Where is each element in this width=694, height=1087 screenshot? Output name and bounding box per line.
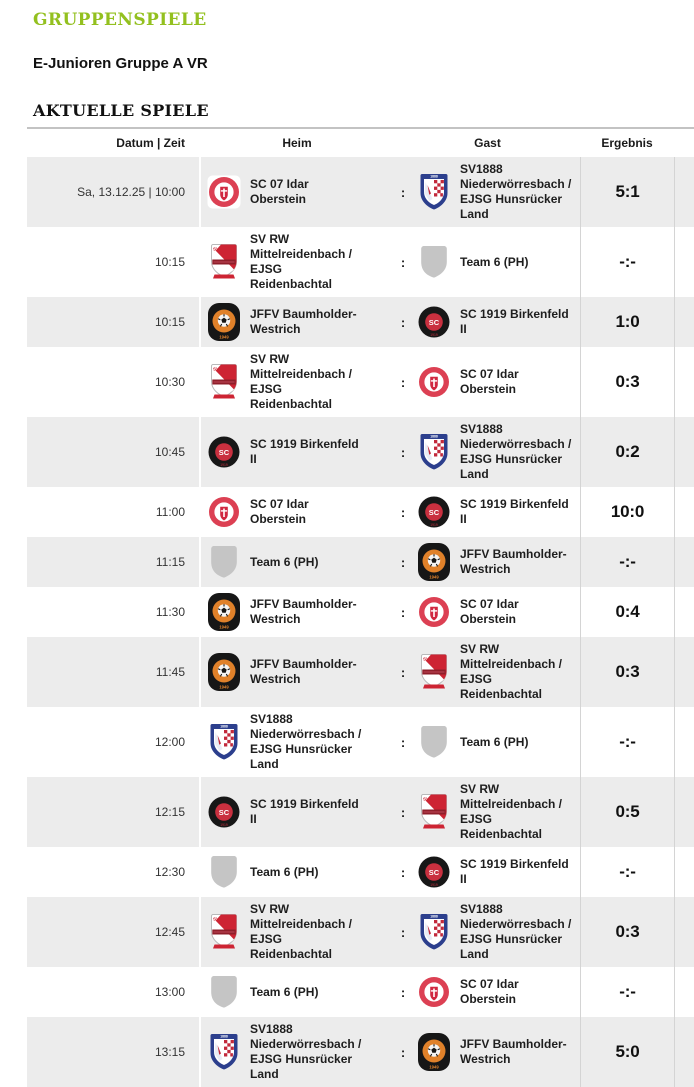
- placeholder-logo: [417, 242, 451, 282]
- row-side-cell: [674, 227, 694, 297]
- match-datetime: 12:30: [154, 865, 185, 879]
- match-result: -:-: [580, 847, 674, 897]
- group-name: E-Junioren Gruppe A VR: [33, 55, 208, 72]
- away-team-cell: [411, 707, 580, 777]
- sc07-idar-oberstein-logo: [417, 592, 451, 632]
- away-team-cell: [411, 487, 580, 537]
- match-datetime: 13:00: [154, 985, 185, 999]
- match-row[interactable]: [27, 847, 694, 897]
- row-side-cell: [674, 847, 694, 897]
- row-side-cell: [674, 297, 694, 347]
- home-team-name: JFFV Baumholder-Westrich: [250, 597, 357, 626]
- away-team-name: JFFV Baumholder-Westrich: [460, 1037, 567, 1066]
- row-side-cell: [674, 707, 694, 777]
- vs-colon: :: [400, 554, 406, 570]
- match-result: 0:2: [580, 417, 674, 487]
- vs-colon: :: [400, 254, 406, 270]
- sc07-idar-oberstein-logo: [417, 362, 451, 402]
- match-result: 0:3: [580, 347, 674, 417]
- home-team-cell: [199, 1017, 395, 1087]
- home-team-cell: [199, 897, 395, 967]
- sv-rw-mittelreidenbach-logo: [417, 652, 451, 692]
- row-side-cell: [674, 417, 694, 487]
- home-team-cell: [199, 587, 395, 637]
- away-team-cell: [411, 967, 580, 1017]
- sc1919-birkenfeld-logo: [417, 302, 451, 342]
- header-datetime: Datum | Zeit: [116, 136, 185, 150]
- row-side-cell: [674, 587, 694, 637]
- away-team-name: SV1888 Niederwörresbach / EJSG Hunsrücker Land: [460, 162, 572, 221]
- placeholder-logo: [417, 722, 451, 762]
- row-side-cell: [674, 897, 694, 967]
- home-team-name: SC 1919 Birkenfeld II: [250, 797, 359, 826]
- match-result: -:-: [580, 537, 674, 587]
- match-row[interactable]: [27, 297, 694, 347]
- home-team-name: SC 07 Idar Oberstein: [250, 497, 309, 526]
- jffv-baumholder-logo: [417, 1032, 451, 1072]
- away-team-cell: [411, 157, 580, 227]
- match-row[interactable]: [27, 587, 694, 637]
- away-team-cell: [411, 297, 580, 347]
- sv-rw-mittelreidenbach-logo: [207, 242, 241, 282]
- home-team-cell: [199, 967, 395, 1017]
- sv1888-niederwoerresbach-logo: [207, 1032, 241, 1072]
- header-away: Gast: [474, 136, 501, 150]
- away-team-cell: [411, 897, 580, 967]
- matches-table-header: [27, 129, 694, 157]
- match-datetime: 10:15: [154, 315, 185, 329]
- home-team-name: SV RW Mittelreidenbach / EJSG Reidenbachtal: [250, 232, 353, 291]
- home-team-name: Team 6 (PH): [250, 864, 319, 879]
- match-datetime: 12:00: [154, 735, 185, 749]
- away-team-name: SV RW Mittelreidenbach / EJSG Reidenbachtal: [460, 782, 563, 841]
- away-team-cell: [411, 777, 580, 847]
- match-datetime: 10:45: [154, 445, 185, 459]
- away-team-name: SC 07 Idar Oberstein: [460, 977, 519, 1006]
- row-side-cell: [674, 1017, 694, 1087]
- sv1888-niederwoerresbach-logo: [417, 912, 451, 952]
- away-team-name: Team 6 (PH): [460, 254, 529, 269]
- away-team-cell: [411, 537, 580, 587]
- sc1919-birkenfeld-logo: [417, 852, 451, 892]
- vs-colon: :: [400, 1044, 406, 1060]
- row-side-cell: [674, 157, 694, 227]
- home-team-name: SV1888 Niederwörresbach / EJSG Hunsrücker Land: [250, 1022, 362, 1081]
- match-result: 0:3: [580, 897, 674, 967]
- vs-colon: :: [400, 984, 406, 1000]
- vs-colon: :: [400, 664, 406, 680]
- jffv-baumholder-logo: [417, 542, 451, 582]
- away-team-cell: [411, 847, 580, 897]
- home-team-cell: [199, 227, 395, 297]
- away-team-name: SV1888 Niederwörresbach / EJSG Hunsrücker Land: [460, 902, 572, 961]
- vs-colon: :: [400, 444, 406, 460]
- vs-colon: :: [400, 804, 406, 820]
- home-team-name: Team 6 (PH): [250, 554, 319, 569]
- vs-colon: :: [400, 734, 406, 750]
- vs-colon: :: [400, 374, 406, 390]
- match-datetime: 11:15: [155, 555, 185, 569]
- jffv-baumholder-logo: [207, 302, 241, 342]
- away-team-name: SC 07 Idar Oberstein: [460, 597, 519, 626]
- match-result: 1:0: [580, 297, 674, 347]
- away-team-name: SC 1919 Birkenfeld II: [460, 497, 569, 526]
- vs-colon: :: [400, 864, 406, 880]
- home-team-name: SV1888 Niederwörresbach / EJSG Hunsrücker Land: [250, 712, 362, 771]
- home-team-name: SV RW Mittelreidenbach / EJSG Reidenbachtal: [250, 352, 353, 411]
- sc1919-birkenfeld-logo: [207, 432, 241, 472]
- away-team-cell: [411, 417, 580, 487]
- away-team-name: JFFV Baumholder-Westrich: [460, 547, 567, 576]
- away-team-name: Team 6 (PH): [460, 734, 529, 749]
- match-result: -:-: [580, 967, 674, 1017]
- sc07-idar-oberstein-logo: [207, 492, 241, 532]
- sc1919-birkenfeld-logo: [417, 492, 451, 532]
- home-team-cell: [199, 487, 395, 537]
- away-team-name: SV RW Mittelreidenbach / EJSG Reidenbachtal: [460, 642, 563, 701]
- match-result: -:-: [580, 707, 674, 777]
- home-team-name: SC 07 Idar Oberstein: [250, 177, 309, 206]
- away-team-name: SV1888 Niederwörresbach / EJSG Hunsrücker Land: [460, 422, 572, 481]
- row-side-cell: [674, 637, 694, 707]
- vs-colon: :: [400, 924, 406, 940]
- match-datetime: 11:30: [155, 605, 185, 619]
- home-team-cell: [199, 637, 395, 707]
- match-row[interactable]: [27, 347, 694, 417]
- match-result: 0:3: [580, 637, 674, 707]
- jffv-baumholder-logo: [207, 592, 241, 632]
- home-team-name: JFFV Baumholder-Westrich: [250, 307, 357, 336]
- away-team-cell: [411, 227, 580, 297]
- match-result: -:-: [580, 227, 674, 297]
- away-team-cell: [411, 347, 580, 417]
- vs-colon: :: [400, 504, 406, 520]
- match-result: 5:0: [580, 1017, 674, 1087]
- home-team-cell: [199, 537, 395, 587]
- match-row[interactable]: [27, 897, 694, 967]
- match-result: 0:5: [580, 777, 674, 847]
- match-result: 0:4: [580, 587, 674, 637]
- home-team-name: SV RW Mittelreidenbach / EJSG Reidenbachtal: [250, 902, 353, 961]
- away-team-cell: [411, 1017, 580, 1087]
- sv1888-niederwoerresbach-logo: [417, 172, 451, 212]
- match-row[interactable]: [27, 537, 694, 587]
- sv1888-niederwoerresbach-logo: [207, 722, 241, 762]
- header-result: Ergebnis: [601, 136, 653, 150]
- sv-rw-mittelreidenbach-logo: [207, 362, 241, 402]
- home-team-cell: [199, 347, 395, 417]
- match-result: 10:0: [580, 487, 674, 537]
- match-datetime: 10:15: [154, 255, 185, 269]
- matches-table-body: [27, 157, 694, 1087]
- match-row[interactable]: [27, 777, 694, 847]
- page-title: GRUPPENSPIELE: [33, 10, 207, 30]
- match-datetime: 11:45: [155, 665, 185, 679]
- row-side-cell: [674, 777, 694, 847]
- match-row[interactable]: [27, 967, 694, 1017]
- row-side-cell: [674, 537, 694, 587]
- match-datetime: 10:30: [154, 375, 185, 389]
- vs-colon: :: [400, 184, 406, 200]
- jffv-baumholder-logo: [207, 652, 241, 692]
- home-team-name: JFFV Baumholder-Westrich: [250, 657, 357, 686]
- sv-rw-mittelreidenbach-logo: [207, 912, 241, 952]
- match-datetime: 12:45: [154, 925, 185, 939]
- match-row[interactable]: [27, 227, 694, 297]
- home-team-cell: [199, 707, 395, 777]
- away-team-name: SC 07 Idar Oberstein: [460, 367, 519, 396]
- away-team-cell: [411, 587, 580, 637]
- placeholder-logo: [207, 852, 241, 892]
- home-team-cell: [199, 847, 395, 897]
- match-datetime: Sa, 13.12.25 | 10:00: [77, 185, 185, 199]
- match-row[interactable]: [27, 487, 694, 537]
- matches-table: [27, 127, 694, 1087]
- match-result: 5:1: [580, 157, 674, 227]
- row-side-cell: [674, 967, 694, 1017]
- home-team-cell: [199, 297, 395, 347]
- match-datetime: 12:15: [154, 805, 185, 819]
- match-datetime: 13:15: [154, 1045, 185, 1059]
- sc1919-birkenfeld-logo: [207, 792, 241, 832]
- row-side-cell: [674, 487, 694, 537]
- sc07-idar-oberstein-logo: [207, 172, 241, 212]
- sv1888-niederwoerresbach-logo: [417, 432, 451, 472]
- match-datetime: 11:00: [155, 505, 185, 519]
- vs-colon: :: [400, 314, 406, 330]
- match-row[interactable]: [27, 417, 694, 487]
- home-team-name: Team 6 (PH): [250, 984, 319, 999]
- placeholder-logo: [207, 972, 241, 1012]
- home-team-cell: [199, 777, 395, 847]
- away-team-name: SC 1919 Birkenfeld II: [460, 857, 569, 886]
- current-matches-title: AKTUELLE SPIELE: [33, 101, 209, 120]
- match-row[interactable]: [27, 1017, 694, 1087]
- vs-colon: :: [400, 604, 406, 620]
- placeholder-logo: [207, 542, 241, 582]
- away-team-cell: [411, 637, 580, 707]
- away-team-name: SC 1919 Birkenfeld II: [460, 307, 569, 336]
- sc07-idar-oberstein-logo: [417, 972, 451, 1012]
- header-home: Heim: [282, 136, 312, 150]
- sv-rw-mittelreidenbach-logo: [417, 792, 451, 832]
- match-row[interactable]: [27, 707, 694, 777]
- match-row[interactable]: [27, 637, 694, 707]
- home-team-name: SC 1919 Birkenfeld II: [250, 437, 359, 466]
- home-team-cell: [199, 417, 395, 487]
- home-team-cell: [199, 157, 395, 227]
- row-side-cell: [674, 347, 694, 417]
- match-row[interactable]: [27, 157, 694, 227]
